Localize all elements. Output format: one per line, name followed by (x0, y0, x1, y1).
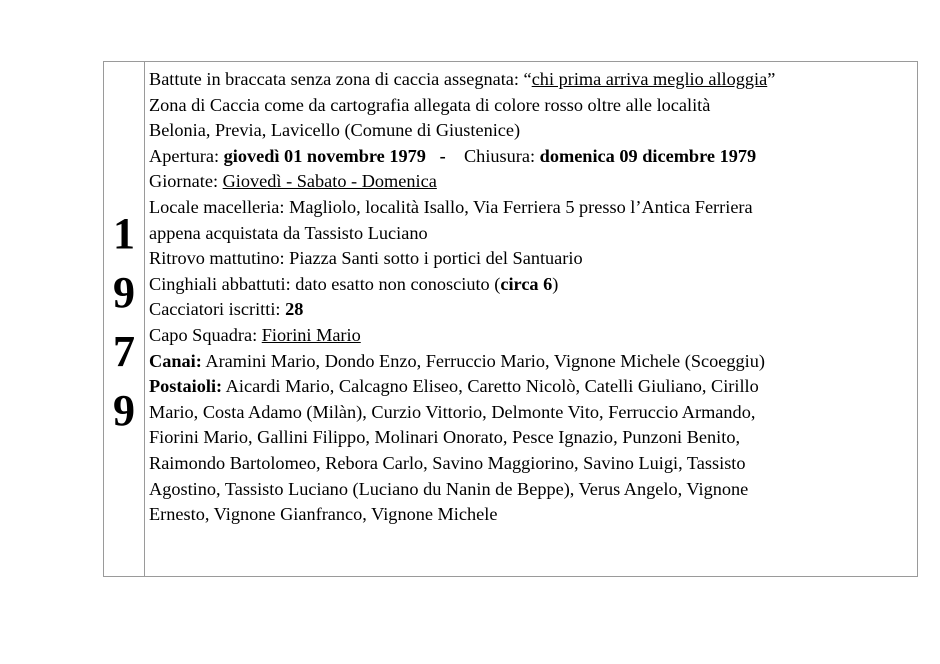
year-digit: 1 (113, 209, 135, 258)
captain-line (149, 323, 913, 349)
canai-line (149, 349, 913, 375)
postaioli-names-line: Ernesto, Vignone Gianfranco, Vignone Michele (149, 504, 498, 525)
boar-count-value: circa 6 (500, 273, 553, 294)
hunt-type-text: Battute in braccata senza zona di caccia assegnata: “ (149, 69, 532, 89)
year-digit: 7 (113, 327, 135, 376)
canai-label: Canai: (149, 350, 202, 371)
hunters-count-line (149, 297, 913, 323)
opening-label: Apertura: (149, 145, 224, 166)
zone-line: Zona di Caccia come da cartografia allegata di colore rosso oltre alle località (149, 94, 711, 115)
year-digit: 9 (113, 268, 135, 317)
opening-date: giovedì 01 novembre 1979 - (223, 145, 446, 166)
postaioli-names-line: Fiorini Mario, Gallini Filippo, Molinari Onorato, Pesce Ignazio, Punzoni Benito, (149, 427, 741, 448)
butcher-line-continued: appena acquistata da Tassisto Luciano (149, 222, 428, 243)
year-vertical (104, 198, 144, 440)
boar-count-line (149, 272, 913, 298)
meeting-point-line: Ritrovo mattutino: Piazza Santi sotto i portici del Santuario (149, 248, 583, 269)
days-label: Giornate: (149, 171, 223, 192)
dates-line (149, 144, 913, 170)
boar-count-label: Cinghiali abbattuti: dato esatto non conosciuto ( (149, 273, 501, 294)
postaioli-names-line: Raimondo Bartolomeo, Rebora Carlo, Savino Maggiorino, Savino Luigi, Tassisto (149, 452, 746, 473)
hunt-type-line (149, 67, 913, 93)
boar-count-close: ) (552, 273, 559, 294)
year-digit: 9 (113, 386, 135, 435)
year-cell (104, 62, 145, 577)
postaioli-names-line: Agostino, Tassisto Luciano (Luciano du Nanin de Beppe), Verus Angelo, Vignone (149, 478, 749, 499)
canai-names: Aramini Mario, Dondo Enzo, Ferruccio Mario, Vignone Michele (Scoeggiu) (201, 350, 765, 371)
captain-name: Fiorini Mario (261, 324, 361, 345)
season-row (104, 62, 918, 577)
localities-line: Belonia, Previa, Lavicello (Comune di Giustenice) (149, 120, 521, 141)
postaioli-line (149, 374, 913, 400)
motto-text: chi prima arriva meglio alloggia (531, 69, 768, 89)
postaioli-names-line: Mario, Costa Adamo (Milàn), Curzio Vittorio, Delmonte Vito, Ferruccio Armando, (149, 401, 756, 422)
season-details-cell (145, 62, 918, 577)
motto-close-quote: ” (767, 69, 776, 89)
postaioli-names: Aicardi Mario, Calcagno Eliseo, Caretto Nicolò, Catelli Giuliano, Cirillo (222, 376, 759, 397)
hunters-label: Cacciatori iscritti: (149, 299, 286, 320)
butcher-line: Locale macelleria: Magliolo, località Isallo, Via Ferriera 5 presso l’Antica Ferriera (149, 196, 753, 217)
days-line (149, 169, 913, 195)
hunting-season-table (103, 61, 918, 577)
closing-label: Chiusura: (445, 145, 540, 166)
postaioli-label: Postaioli: (149, 376, 223, 397)
captain-label: Capo Squadra: (149, 324, 262, 345)
hunters-value: 28 (285, 299, 304, 320)
days-value: Giovedì - Sabato - Domenica (222, 171, 437, 192)
closing-date: domenica 09 dicembre 1979 (539, 145, 757, 166)
